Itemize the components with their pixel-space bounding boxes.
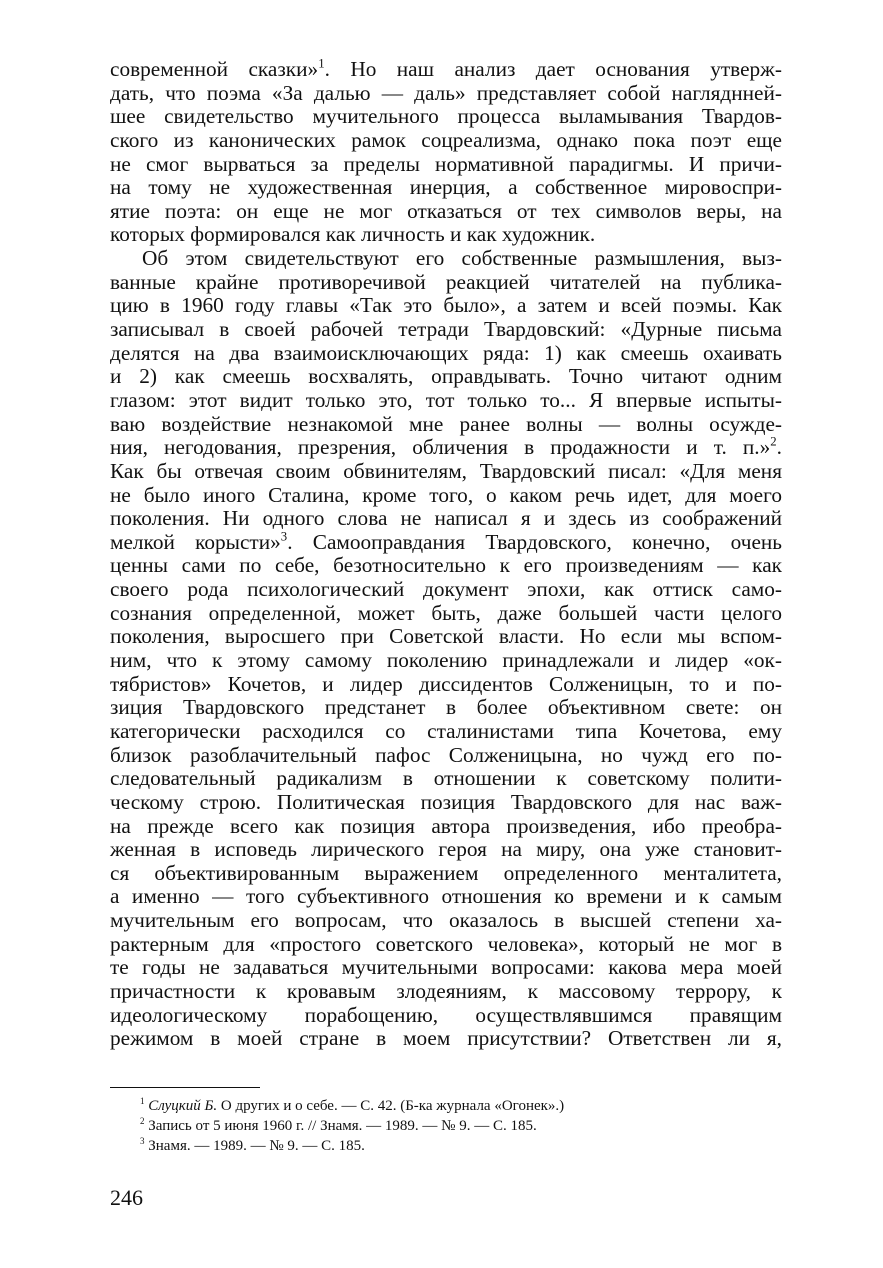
text-line: рактерным для «простого советского человека», который не мог в <box>110 931 782 956</box>
page-number: 246 <box>110 1185 143 1210</box>
text-line: поколения. Ни одного слова не написал я и здесь из соображений <box>110 506 782 531</box>
text-line: на прежде всего как позиция автора произведения, ибо преобра- <box>110 813 782 838</box>
text-line: ценны сами по себе, безотносительно к его произведениям — как <box>110 553 782 578</box>
text-line: зиция Твардовского предстанет в более объективном свете: он <box>110 695 782 720</box>
text-line: шее свидетельство мучительного процесса выламывания Твардов- <box>110 104 782 129</box>
text-line: современной сказки»$^1$. Но наш анализ дает основания утверж- <box>110 56 782 81</box>
text-line: не было иного Сталина, кроме того, о каком речь идет, для моего <box>110 482 782 507</box>
text-line: ним, что к этому самому поколению принадлежали и лидер «ок- <box>110 648 782 673</box>
text-line: и 2) как смеешь восхвалять, оправдывать. Точно читают одним <box>110 364 782 389</box>
text-line: дать, что поэма «За далью — даль» представляет собой нагляднней- <box>110 80 782 105</box>
footnote-divider <box>110 1087 260 1088</box>
text-line: своего рода психологический документ эпохи, как оттиск само- <box>110 577 782 602</box>
footnotes <box>140 1096 780 1156</box>
text-line: ваю воздействие незнакомой мне ранее волны — волны осужде- <box>110 411 782 436</box>
main-text <box>110 58 782 1051</box>
text-line: режимом в моей стране в моем присутствии? Ответствен ли я, <box>110 1026 782 1051</box>
text-line: на тому не художественная инерция, а собственное мировоспри- <box>110 175 782 200</box>
text-line: мучительным его вопросам, что оказалось в высшей степени ха- <box>110 908 782 933</box>
text-line: ского из канонических рамок соцреализма, однако пока поэт еще <box>110 127 782 152</box>
text-line: категорически расходился со сталинистами типа Кочетова, ему <box>110 718 782 743</box>
footnote-ref: 2 <box>770 434 777 449</box>
text-line: глазом: этот видит только это, тот только то... Я впервые испыты- <box>110 387 782 412</box>
text-line: сознания определенной, может быть, даже большей части целого <box>110 600 782 625</box>
text-line: Как бы отвечая своим обвинителям, Твардовский писал: «Для меня <box>110 458 782 483</box>
footnote: $^3$ Знамя. — 1989. — № 9. — С. 185. <box>140 1136 365 1154</box>
text-line: близок разоблачительный пафос Солженицына, но чужд его по- <box>110 742 782 767</box>
text-line: не смог вырваться за пределы нормативной парадигмы. И причи- <box>110 151 782 176</box>
text-line: Об этом свидетельствуют его собственные размышления, выз- <box>142 246 782 271</box>
text-line: которых формировался как личность и как художник. <box>110 222 596 247</box>
text-line: женная в исповедь лирического героя на миру, она уже становит- <box>110 837 782 862</box>
text-line: мелкой корысти»$^3$. Самооправдания Твардовского, конечно, очень <box>110 529 783 554</box>
text-line: ся объективированным выражением определенного менталитета, <box>110 860 782 885</box>
text-line: поколения, выросшего при Советской власти. Но если мы вспом- <box>110 624 782 649</box>
text-line: причастности к кровавым злодеяниям, к массовому террору, к <box>110 978 782 1003</box>
text-line: записывал в своей рабочей тетради Твардовский: «Дурные письма <box>110 317 782 342</box>
text-line: ния, негодования, презрения, обличения в продажности и т. п.»$^2$. <box>110 434 782 460</box>
text-line: ятие поэта: он еще не мог отказаться от тех символов веры, на <box>110 198 782 223</box>
text-line: те годы не задаваться мучительными вопросами: какова мера моей <box>110 955 782 980</box>
footnote-ref: 3 <box>280 529 288 544</box>
text-line: а именно — того субъективного отношения ко времени и к самым <box>110 884 782 909</box>
text-line: ванные крайне противоречивой реакцией читателей на публика- <box>110 269 782 294</box>
footnote-ref: 1 <box>318 56 325 71</box>
text-line: следовательный радикализм в отношении к советскому полити- <box>110 766 782 791</box>
text-line: тябристов» Кочетов, и лидер диссидентов Солженицын, то и по- <box>110 671 782 696</box>
text-line: ческому строю. Политическая позиция Твардовского для нас важ- <box>110 789 782 814</box>
footnote: $^2$ Запись от 5 июня 1960 г. // Знамя. — 1989. — № 9. — С. 185. <box>140 1116 537 1134</box>
text-line: делятся на два взаимоисключающих ряда: 1) как смеешь охаивать <box>110 340 782 365</box>
text-line: цию в 1960 году главы «Так это было», а затем и всей поэмы. Как <box>110 293 782 318</box>
text-line: идеологическому порабощению, осуществлявшимся правящим <box>110 1002 782 1027</box>
footnote: $^1$ Слуцкий Б. О других и о себе. — С. 42. (Б-ка журнала «Огонек».) <box>140 1096 565 1114</box>
